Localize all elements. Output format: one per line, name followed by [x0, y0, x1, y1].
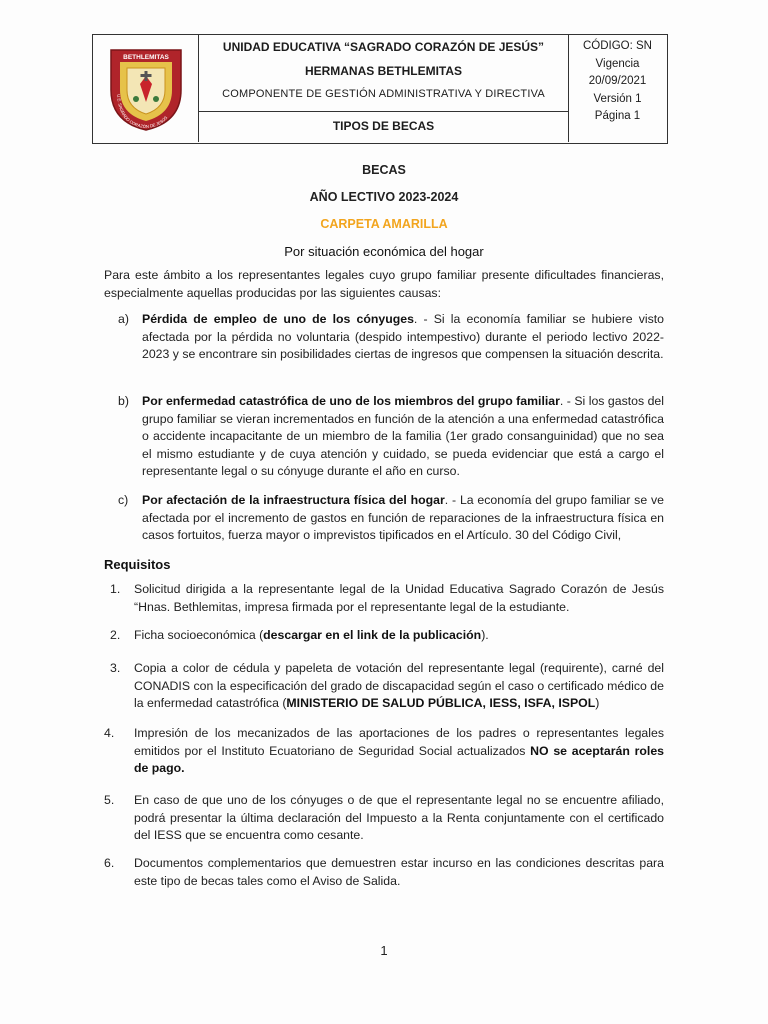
subtitle: Por situación económica del hogar [284, 244, 484, 259]
requirement-number: 4. [104, 726, 115, 740]
cause-marker: c) [118, 493, 129, 507]
cause-description: . - Si los gastos del grupo familiar se vieran incrementados en función de la atención a una enfermedad catastrófica o accidente incapacitante de un miembro de la familia (1er grado consanguinidad) que no sea el mismo estudiante y de cuya atención y cuidado, se pueda evidenciar que está a cargo el representante legal o su cónyuge durante el año en curso. [142, 394, 665, 479]
intro-paragraph: Para este ámbito a los representantes legales cuyo grupo familiar presente dificultades financieras, especialmente aquellas producidas por las siguientes causas: [104, 268, 664, 300]
school-crest-logo [103, 44, 189, 134]
cause-text [142, 393, 664, 481]
school-name: UNIDAD EDUCATIVA “SAGRADO CORAZÓN DE JESÚS” [222, 40, 545, 54]
document-type: TIPOS DE BECAS [332, 119, 435, 133]
page-number: 1 [380, 943, 388, 958]
title-school-year: AÑO LECTIVO 2023-2024 [309, 190, 459, 204]
header-institution [199, 35, 568, 112]
requirement-number: 5. [104, 793, 115, 807]
svg-text:U.E. SAGRADO CORAZÓN DE JESÚS: U.E. SAGRADO CORAZÓN DE JESÚS [115, 93, 168, 129]
order-name: HERMANAS BETHLEMITAS [304, 64, 463, 78]
cause-description: . - La economía del grupo familiar se ve afectada por el incremento de gastos en función de reparaciones de la infraestructura física en casos fortuitos, fuerza mayor o imprevistos tipificados en el Artículo. 30 del Código Civil, [142, 493, 664, 543]
cause-title: Pérdida de empleo de uno de los cónyuges [142, 312, 414, 326]
svg-text:BETHLEMITAS: BETHLEMITAS [122, 53, 169, 61]
header-table [92, 34, 668, 144]
validity-label: Vigencia [595, 57, 640, 70]
requirement-text: Copia a color de cédula y papeleta de votación del representante legal (requirente), carné del CONADIS con la especificación del grado de discapacidad según el caso o certificado médico de la enfermedad catastrófica (MINISTERIO DE SALUD PÚBLICA, IESS, ISFA, ISPOL) [134, 661, 664, 711]
requirement-text: Documentos complementarios que demuestren estar incurso en las condiciones descritas para este tipo de becas tales como el Aviso de Salida. [134, 856, 664, 888]
document-page-label: Página 1 [594, 110, 641, 122]
requirement-text: En caso de que uno de los cónyuges o de que el representante legal no se encuentre afiliado, podrá presentar la última declaración del Impuesto a la Renta conjuntamente con el certificado del IESS que se encuentra como cesante. [134, 793, 664, 843]
requirement-text: Solicitud dirigida a la representante legal de la Unidad Educativa Sagrado Corazón de Jesús “Hnas. Bethlemitas, impresa firmada por el representante legal de la estudiante. [134, 582, 664, 614]
document-version: Versión 1 [593, 92, 642, 105]
requirement-number: 1. [110, 582, 121, 596]
document-code: CÓDIGO: SN [582, 40, 652, 52]
requirement-number: 3. [110, 661, 121, 675]
title-becas: BECAS [362, 163, 406, 177]
cause-marker: b) [118, 394, 129, 408]
requirement-text: Impresión de los mecanizados de las aportaciones de los padres o representantes legales emitidos por el Instituto Ecuatoriano de Seguridad Social actualizados NO se aceptarán roles de pago. [134, 726, 664, 776]
title-folder: CARPETA AMARILLA [320, 217, 448, 231]
cause-text [142, 492, 664, 545]
requirements-heading: Requisitos [104, 557, 171, 572]
cause-title: Por afectación de la infraestructura física del hogar [142, 493, 445, 507]
cause-text [142, 311, 664, 364]
cause-title: Por enfermedad catastrófica de uno de los miembros del grupo familiar [142, 394, 560, 408]
cause-marker: a) [118, 312, 129, 326]
validity-date: 20/09/2021 [588, 75, 647, 87]
header-title-cell [199, 35, 569, 142]
requirement-number: 6. [104, 856, 115, 870]
requirement-text: Ficha socioeconómica (descargar en el link de la publicación). [134, 628, 489, 642]
component-name: COMPONENTE DE GESTIÓN ADMINISTRATIVA Y DIRECTIVA [222, 88, 545, 100]
requirement-number: 2. [110, 628, 121, 642]
cause-description: . - Si la economía familiar se hubiere visto afectada por la pérdida no voluntaria (despido intempestivo) durante el periodo lectivo 2022-2023 y se encontrare sin posibilidades ciertas de ingresos que compensen la situación descrita. [142, 312, 665, 362]
document-meta [569, 35, 666, 142]
logo-cell [93, 35, 199, 142]
